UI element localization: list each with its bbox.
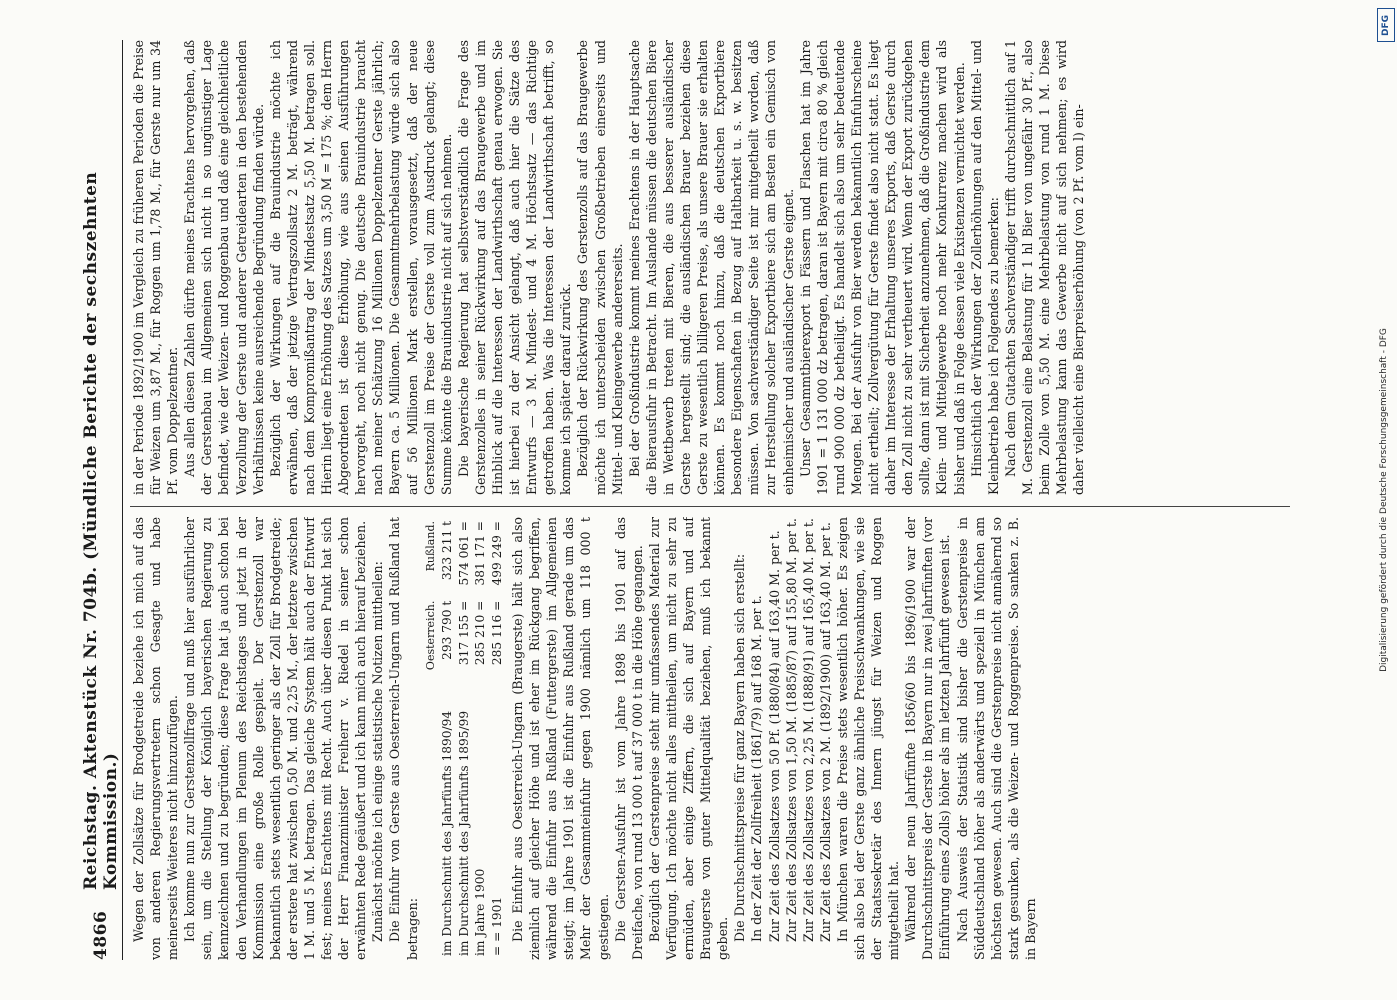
paragraph: Die bayerische Regierung hat selbstverständlich die Frage des Gerstenzolles in seiner Rückwirkung auf das Braugewerbe und im Hinblick auf die Interessen der Landwirthschaft genau erwogen. Sie ist hierbei zu der Ansicht gelangt, daß auch hier die Sätze des Entwurfs — 3 M. Mindest- und 4 M. Höchstsatz — das Richtige getroffen haben. Was die Interessen der Landwirthschaft betrifft, so komme ich später darauf zurück. bbox=[455, 40, 574, 495]
table-row bbox=[472, 517, 489, 960]
table-row bbox=[489, 517, 506, 960]
header-title bbox=[81, 40, 121, 890]
paragraph: Zunächst möchte ich einige statistische Notizen mittheilen: bbox=[370, 561, 386, 942]
paragraph: Nach Ausweis der Statistik sind bisher die Gerstenpreise in Süddeutschland höher als anderwärts und speziell in München am höchsten gewesen. Auch sind die Gerstenpreise nicht annähernd so stark gesunken, als die Weizen- und Roggenpreise. So sanken z. B. in Bayern bbox=[954, 517, 1038, 960]
paragraph: Die Durchschnittspreise für ganz Bayern haben sich erstellt: bbox=[732, 553, 748, 942]
table-row bbox=[439, 517, 456, 960]
paragraph: Aus allen diesen Zahlen dürfte meines Erachtens hervorgehen, daß der Gerstenbau im Allgemeinen sich nicht in so ungünstiger Lage befindet, wie der Weizen- und Roggenbau und daß eine gleichheitliche Verzollung der Gerste und anderer Getreidearten in den bestehenden Verhältnissen keine ausreichende Begründung finden würde. bbox=[182, 40, 266, 495]
table-cell: im Durchschnitt des Jahrfünfts 1895/99 bbox=[456, 710, 471, 956]
list-item: Zur Zeit des Zollsatzes von 2,25 M. (1888/91) auf 165,40 M. per t. bbox=[800, 518, 816, 942]
dfg-logo: DFG bbox=[1377, 8, 1395, 42]
table-header-row bbox=[423, 517, 440, 960]
table-cell: 381 171 = bbox=[473, 521, 488, 586]
paragraph: Die Einfuhr aus Oesterreich-Ungarn (Braugerste) hält sich also ziemlich auf gleicher Höhe und ist eher im Rückgang begriffen, während die Einfuhr aus Rußland (Futtergerste) im Allgemeinen steigt; im Jahre 1901 ist die Einfuhr aus Rußland gerade um das Mehr der Gesammteinfuhr gegen 1900 nämlich um 118 000 t gestiegen. bbox=[510, 517, 611, 960]
table-cell: im Durchschnitt des Jahrfünfts 1890/94 bbox=[440, 710, 455, 956]
table-cell: 499 249 = bbox=[489, 521, 504, 586]
paragraph: Nach dem Gutachten Sachverständiger trifft durchschnittlich auf 1 M. Gerstenzoll eine Belastung für 1 hl Bier von ungefähr 30 Pf., also beim Zolle von 5,50 M. eine Mehrbelastung von rund 1 M. Diese Mehrbelastung kann das Gewerbe nicht auf sich nehmen; es wird daher vielleicht eine Bierpreiserhöhung (von 2 Pf. vom l) ein- bbox=[1002, 40, 1087, 495]
paragraph: In München waren die Preise stets wesentlich höher. Es zeigen sich also bei der Gerste ganz ähnliche Preisschwankungen, wie sie der Staatssekretär des Innern jüngst für Weizen und Roggen mitgetheilt hat. bbox=[834, 517, 902, 960]
paragraph: Bezüglich der Rückwirkung des Gerstenzolls auf das Braugewerbe möchte ich unterscheiden zwischen Großbetrieben einerseits und Mittel- und Kleingewerbe andererseits. bbox=[575, 40, 625, 495]
table-cell: 293 790 t bbox=[440, 600, 455, 660]
page-number: 4866 bbox=[91, 910, 111, 960]
table-cell: 323 211 t bbox=[440, 521, 455, 581]
digitization-credit bbox=[1371, 0, 1397, 1000]
right-column bbox=[130, 40, 1290, 495]
header-rule bbox=[122, 40, 123, 960]
header-subtitle: (Mündliche Berichte der sechszehnten Kommission.) bbox=[81, 171, 121, 890]
paragraph: Bezüglich der Gerstenpreise steht mir umfassendes Material zur Verfügung. Ich möchte nicht alles mittheilen, um nicht zu sehr zu ermüden, aber einige Ziffern, die sich auf Bayern und auf Braugerste von guter Mittelqualität beziehen, muß ich bekannt geben. bbox=[646, 517, 731, 960]
paragraph: Hinsichtlich der Wirkungen der Zollerhöhungen auf den Mittel- und Kleinbetrieb habe ich Folgendes zu bemerken: bbox=[968, 40, 1001, 495]
paragraph: Während der neun Jahrfünfte 1856/60 bis 1896/1900 war der Durchschnittspreis der Gerste in Bayern nur in zwei Jahrfünften (vor Einführung eines Zolls) höher als im letzten Jahrfünft gewesen ist. bbox=[903, 517, 953, 960]
paragraph: Ich komme nun zur Gerstenzollfrage und muß hier ausführlicher sein, um die Stellung der Königlich bayerischen Regierung zu kennzeichnen und zu begründen; diese Frage hat ja auch schon bei den Verhandlungen im Plenum des Reichstages und jetzt in der Kommission eine große Rolle gespielt. Der Gerstenzoll war bekanntlich stets wesentlich geringer als der Zoll für Brodgetreide; der erstere hat zwischen 0,50 M. und 2,25 M., der letztere zwischen 1 M. und 5 M. betragen. Das gleiche System hält auch der Entwurf fest; meines Erachtens mit Recht. Auch über diesen Punkt hat sich der Herr Finanzminister Freiherr v. Riedel in seiner schon erwähnten Rede geäußert und ich kann mich auch hierauf beziehen. bbox=[182, 517, 369, 960]
import-table bbox=[423, 517, 506, 960]
list-item: In der Zeit der Zollfreiheit (1861/79) auf 168 M. per t. bbox=[749, 595, 765, 942]
paragraph: Die Einfuhr von Gerste aus Oesterreich-Ungarn und Rußland hat betragen: bbox=[387, 517, 420, 960]
table-cell: im Jahre 1900 bbox=[473, 868, 488, 956]
table-cell: 317 155 = bbox=[456, 600, 471, 666]
paragraph: Unser Gesammtbierexport in Fässern und Flaschen hat im Jahre 1901 = 1 131 000 dz betragen, daran ist Bayern mit circa 80 % gleich rund 900 000 dz betheiligt. Es handelt sich also um sehr bedeutende Mengen. Bei der Ausfuhr von Bier werden bekanntlich Einfuhrscheine nicht ertheilt; Zollvergütung für Gerste findet also nicht statt. Es liegt daher im Interesse der Erhaltung unseres Exports, daß Gerste durch den Zoll nicht zu sehr vertheuert wird. Wenn der Export zurückgehen sollte, dann ist mit Sicherheit anzunehmen, daß die Großindustrie dem Klein- und Mittelgewerbe noch mehr Konkurrenz machen wird als bisher und daß in Folge dessen viele Existenzen vernichtet werden. bbox=[797, 40, 967, 495]
paragraph: Wegen der Zollsätze für Brodgetreide beziehe ich mich auf das von anderen Regierungsvertretern schon Gesagte und habe meinerseits Weiteres nicht hinzuzufügen. bbox=[131, 517, 181, 960]
header-title-text: Reichstag. Aktenstück Nr. 704b. bbox=[81, 566, 101, 890]
credit-text: Digitalisierung gefördert durch die Deutsche Forschungsgemeinschaft - DFG bbox=[1379, 328, 1389, 672]
paragraph: Die Gersten-Ausfuhr ist vom Jahre 1898 bis 1901 auf das Dreifache, von rund 13 000 t auf 37 000 t in die Höhe gegangen. bbox=[612, 517, 645, 960]
table-cell: 285 210 = bbox=[473, 600, 488, 666]
paragraph: Bei der Großindustrie kommt meines Erachtens in der Hauptsache die Bierausfuhr in Betracht. Im Auslande müssen die deutschen Biere in Wettbewerb treten mit Bieren, die aus besserer ausländischer Gerste hergestellt sind; die ausländischen Brauer beziehen diese Gerste zu wesentlich billigeren Preise, als unsere Brauer sie erhalten können. Es kommt noch hinzu, daß die deutschen Exportbiere besondere Eigenschaften in Bezug auf Haltbarkeit u. s. w. besitzen müssen. Von sachverständiger Seite ist mir mitgetheilt worden, daß zur Herstellung solcher Exportbiere sich am Besten ein Gemisch von einheimischer und ausländischer Gerste eignet. bbox=[626, 40, 796, 495]
table-cell: = = 1901 bbox=[489, 896, 504, 956]
column-divider bbox=[130, 506, 1290, 507]
paragraph: Bezüglich der Wirkungen auf die Brauindustrie möchte ich erwähnen, daß der jetzige Vertragszollsatz 2 M. beträgt, während nach dem Kompromißantrag der Mindestsatz 5,50 M. betragen soll. Hierin liegt eine Erhöhung des Satzes um 3,50 M = 175 %; dem Herrn Abgeordneten ist diese Erhöhung, wie aus seinen Ausführungen hervorgeht, noch nicht genug. Die deutsche Brauindustrie braucht nach meiner Schätzung 16 Millionen Doppelzentner Gerste jährlich; Bayern ca. 5 Millionen. Die Gesammtmehrbelastung würde sich also auf 56 Millionen Mark erstellen, vorausgesetzt, daß der neue Gerstenzoll im Preise der Gerste voll zum Ausdruck gelangt; diese Summe könnte die Brauindustrie nicht auf sich nehmen. bbox=[267, 40, 454, 495]
table-cell: 574 061 = bbox=[456, 521, 471, 586]
table-cell: 285 116 = bbox=[489, 600, 504, 666]
price-list bbox=[748, 517, 833, 960]
paragraph: in der Periode 1892/1900 im Vergleich zu früheren Perioden die Preise für Weizen um 3,87 M., für Roggen um 1,78 M., für Gerste nur um 34 Pf. vom Doppelzentner. bbox=[131, 40, 181, 495]
table-header bbox=[423, 682, 440, 960]
table-header: Oesterreich. bbox=[423, 600, 437, 671]
list-item: Zur Zeit des Zollsatzes von 50 Pf. (1880/84) auf 163,40 M. per t. bbox=[766, 530, 782, 942]
list-item: Zur Zeit des Zollsatzes von 1,50 M. (1885/87) auf 155,80 M. per t. bbox=[783, 518, 799, 942]
page-header bbox=[81, 40, 121, 960]
list-item: Zur Zeit des Zollsatzes von 2 M. (1892/1900) auf 163,40 M. per t. bbox=[817, 522, 833, 942]
table-row bbox=[456, 517, 473, 960]
table-header: Rußland. bbox=[423, 521, 437, 572]
left-column bbox=[130, 517, 1290, 960]
